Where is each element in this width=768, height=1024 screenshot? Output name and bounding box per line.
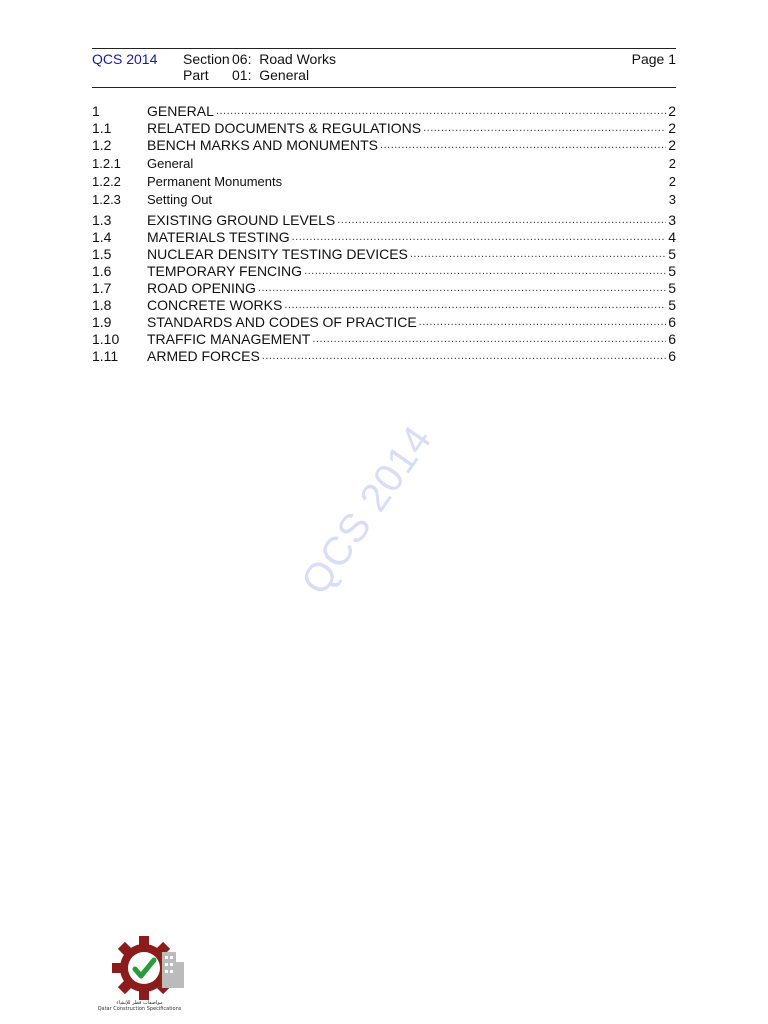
toc-entry-title: ROAD OPENING bbox=[147, 280, 256, 296]
toc-entry-page: 5 bbox=[668, 246, 676, 262]
toc-entry-title: General bbox=[147, 156, 194, 171]
header-qcs-label: QCS 2014 bbox=[92, 51, 158, 67]
toc-entry-number: 1.1 bbox=[92, 120, 112, 136]
toc-entry[interactable] bbox=[92, 348, 676, 365]
toc-entry-number: 1.2.1 bbox=[92, 156, 121, 171]
toc-entry-page: 4 bbox=[668, 229, 676, 245]
qcs-logo-icon bbox=[92, 930, 212, 1010]
toc-entry-title: EXISTING GROUND LEVELS bbox=[147, 212, 336, 228]
toc-entry-page: 2 bbox=[668, 174, 676, 189]
toc-entry[interactable] bbox=[92, 137, 676, 154]
toc-entry-page: 6 bbox=[668, 314, 676, 330]
logo-caption-english: Qatar Construction Specifications bbox=[97, 1006, 182, 1012]
toc-entry-number: 1.7 bbox=[92, 280, 112, 296]
toc-entry-number: 1.9 bbox=[92, 314, 112, 330]
toc-entry[interactable] bbox=[92, 172, 676, 190]
toc-entry-page: 5 bbox=[668, 280, 676, 296]
toc-entry-title: Permanent Monuments bbox=[147, 174, 283, 189]
toc-entry-title: TRAFFIC MANAGEMENT bbox=[147, 331, 311, 347]
toc-entry-title: STANDARDS AND CODES OF PRACTICE bbox=[147, 314, 417, 330]
toc-entry-title: GENERAL bbox=[147, 103, 214, 119]
toc-entry-number: 1.5 bbox=[92, 246, 112, 262]
toc-entry-page: 6 bbox=[668, 348, 676, 364]
toc-entry-page: 5 bbox=[668, 297, 676, 313]
header-section bbox=[183, 51, 336, 67]
toc-entry[interactable] bbox=[92, 154, 676, 172]
toc-entry-number: 1.8 bbox=[92, 297, 112, 313]
toc-entry-page: 6 bbox=[668, 331, 676, 347]
toc-entry-number: 1.10 bbox=[92, 331, 120, 347]
toc-entry-leader bbox=[380, 135, 666, 154]
toc-entry[interactable] bbox=[92, 190, 676, 208]
toc-entry-page: 3 bbox=[668, 192, 676, 207]
toc-entry-page: 2 bbox=[668, 156, 676, 171]
toc-entry-number: 1.11 bbox=[92, 348, 119, 364]
toc-entry-leader bbox=[262, 346, 666, 365]
logo-caption bbox=[92, 1000, 187, 1012]
toc-entry-title: ARMED FORCES bbox=[147, 348, 260, 364]
watermark: QCS 2014 bbox=[293, 417, 441, 603]
header-part bbox=[183, 67, 309, 83]
toc-entry-number: 1.6 bbox=[92, 263, 112, 279]
toc-entry-title: TEMPORARY FENCING bbox=[147, 263, 303, 279]
toc-entry-number: 1.2 bbox=[92, 137, 112, 153]
header-part-key: Part bbox=[183, 67, 209, 83]
page-header bbox=[92, 48, 676, 88]
toc-entry-title: Setting Out bbox=[147, 192, 213, 207]
header-part-value: 01: General bbox=[232, 67, 310, 83]
toc-entry-title: CONCRETE WORKS bbox=[147, 297, 283, 313]
toc-entry-title: MATERIALS TESTING bbox=[147, 229, 290, 245]
toc-entry-title: RELATED DOCUMENTS & REGULATIONS bbox=[147, 120, 422, 136]
toc-entry-number: 1.2.2 bbox=[92, 174, 121, 189]
toc-entry-page: 3 bbox=[668, 212, 676, 228]
header-section-value: 06: Road Works bbox=[232, 51, 337, 67]
toc-entry-page: 2 bbox=[668, 103, 676, 119]
logo-caption-arabic: مواصفات قطر للإنشاء bbox=[116, 1000, 163, 1006]
toc-entry-page: 5 bbox=[668, 263, 676, 279]
header-section-key: Section bbox=[183, 51, 230, 67]
toc-entry-title: BENCH MARKS AND MONUMENTS bbox=[147, 137, 379, 153]
toc-entry-page: 2 bbox=[668, 120, 676, 136]
table-of-contents bbox=[92, 103, 676, 365]
toc-entry-title: NUCLEAR DENSITY TESTING DEVICES bbox=[147, 246, 408, 262]
toc-entry-number: 1.2.3 bbox=[92, 192, 121, 207]
header-page-number: Page 1 bbox=[631, 51, 676, 67]
toc-entry-number: 1 bbox=[92, 103, 100, 119]
toc-entry-page: 2 bbox=[668, 137, 676, 153]
toc-entry-number: 1.3 bbox=[92, 212, 112, 228]
toc-entry-number: 1.4 bbox=[92, 229, 112, 245]
